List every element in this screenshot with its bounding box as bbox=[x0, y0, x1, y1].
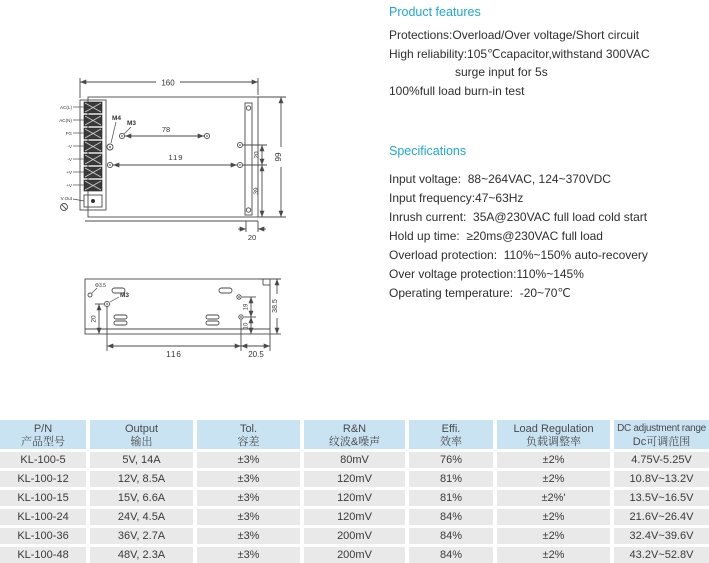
screw-size-label-m3: M3 bbox=[127, 120, 137, 127]
side-right-lower-dim: 10 bbox=[243, 322, 250, 330]
side-view-drawing bbox=[85, 279, 281, 359]
side-right-upper-dim: 19 bbox=[243, 303, 250, 311]
model-spec-table bbox=[0, 420, 709, 563]
col-header-tol: Tol. 容差 bbox=[197, 420, 300, 449]
table-header-row bbox=[0, 420, 709, 449]
mechanical-drawings bbox=[0, 0, 380, 370]
col-header-dc-adjust-range: DC adjustment range Dc可调范围 bbox=[614, 420, 709, 449]
top-height-dim: 99 bbox=[274, 152, 283, 162]
terminal-label: AC(N) bbox=[59, 118, 72, 123]
col-header-effi: Effi. 效率 bbox=[409, 420, 493, 449]
top-width-dim: 160 bbox=[161, 78, 175, 88]
vent-slots bbox=[112, 288, 232, 325]
table-row: KL-100-5 5V, 14A ±3% 80mV 76% ±2% 4.75V-5.25V bbox=[0, 452, 709, 468]
mounting-holes bbox=[107, 133, 243, 167]
feature-line: Protections:Overload/Over voltage/Short circuit bbox=[389, 28, 640, 42]
spec-line: Input frequency:47~63Hz bbox=[389, 191, 524, 205]
col-header-pn: P/N 产品型号 bbox=[0, 420, 86, 449]
spec-line: Inrush current: 35A@230VAC full load cold start bbox=[389, 210, 648, 224]
table-row: KL-100-24 24V, 4.5A ±3% 120mV 84% ±2% 21.6V~26.4V bbox=[0, 509, 709, 525]
right-lower-dim: 39 bbox=[253, 187, 260, 195]
col-header-rn: R&N 纹波&噪声 bbox=[304, 420, 405, 449]
spec-line: Hold up time: ≥20ms@230VAC full load bbox=[389, 229, 603, 243]
top-view-drawing bbox=[59, 78, 286, 242]
side-outline bbox=[85, 279, 270, 334]
hole-span-lower-dim: 119 bbox=[168, 153, 184, 162]
feature-line: 100%full load burn-in test bbox=[389, 83, 525, 98]
hole-icon bbox=[88, 293, 92, 297]
terminal-label: +V bbox=[66, 183, 72, 188]
specifications-heading: Specifications bbox=[389, 144, 467, 158]
feature-line: surge input for 5s bbox=[455, 65, 548, 79]
spec-line: Over voltage protection:110%~145% bbox=[389, 267, 584, 281]
right-upper-dim: 20 bbox=[253, 151, 261, 159]
table-row: KL-100-12 12V, 8.5A ±3% 120mV 81% ±2% 10.8V~13.2V bbox=[0, 471, 709, 487]
specifications-section bbox=[389, 144, 707, 303]
col-header-output: Output 输出 bbox=[90, 420, 193, 449]
table-row: KL-100-36 36V, 2.7A ±3% 200mV 84% ±2% 32.4V~39.6V bbox=[0, 528, 709, 544]
screw-size-label-m4: M4 bbox=[112, 115, 122, 122]
bottom-right-dim: 20 bbox=[247, 233, 257, 242]
terminal-label: FG bbox=[65, 131, 72, 136]
terminal-label: -V bbox=[67, 144, 72, 149]
terminal-label: V.Out bbox=[60, 196, 72, 201]
col-header-load-regulation: Load Regulation 负载调整率 bbox=[497, 420, 610, 449]
spec-line: Input voltage: 88~264VAC, 124~370VDC bbox=[389, 172, 611, 186]
side-bottom-right-dim: 20.5 bbox=[248, 350, 264, 359]
terminal-label: -V bbox=[67, 157, 72, 162]
spec-line: Overload protection: 110%~150% auto-recovery bbox=[389, 248, 648, 262]
table-row: KL-100-15 15V, 6.6A ±3% 120mV 81% ±2%' 13.5V~16.5V bbox=[0, 490, 709, 506]
side-screw-label: M3 bbox=[120, 292, 130, 299]
screw-icon bbox=[246, 208, 250, 212]
feature-line: High reliability:105℃capacitor,withstand 300VAC bbox=[389, 46, 650, 61]
screw-icon bbox=[246, 106, 250, 110]
spec-line: Operating temperature: -20~70℃ bbox=[389, 286, 571, 300]
right-mount-strip bbox=[245, 103, 252, 215]
hole-span-upper-dim: 78 bbox=[161, 125, 171, 134]
table-row: KL-100-48 48V, 2.3A ±3% 200mV 84% ±2% 43.2V~52.8V bbox=[0, 547, 709, 563]
side-bottom-dim: 116 bbox=[166, 350, 182, 359]
hole-dia-label: Φ3.5 bbox=[95, 283, 106, 289]
terminal-strip bbox=[80, 100, 106, 210]
terminal-label: AC(L) bbox=[60, 105, 72, 110]
side-left-dim: 20 bbox=[90, 315, 98, 323]
side-height-dim: 38.5 bbox=[272, 299, 279, 313]
product-features-section bbox=[389, 5, 707, 100]
features-heading: Product features bbox=[389, 5, 481, 19]
vout-pot-icon bbox=[91, 199, 95, 203]
terminal-label: +V bbox=[66, 170, 72, 175]
